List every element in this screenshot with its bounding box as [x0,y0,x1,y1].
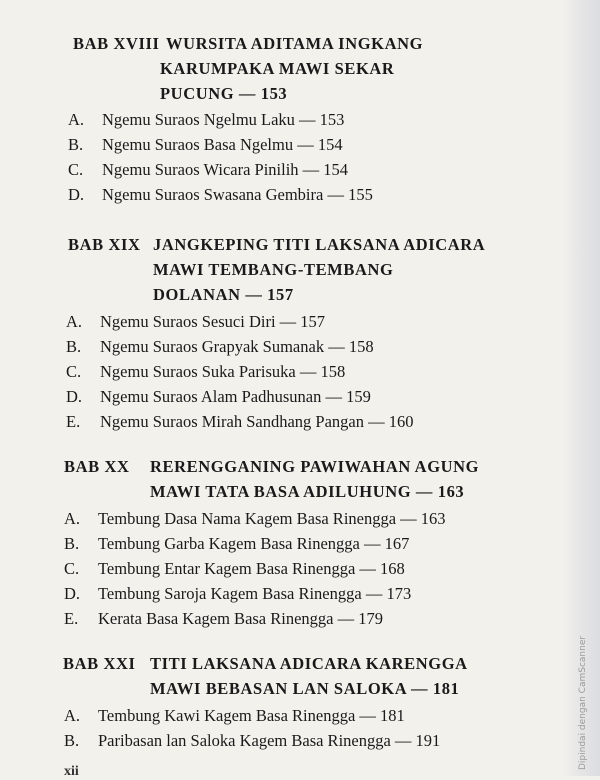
item-text: Ngemu Suraos Wicara Pinilih — 154 [102,160,349,179]
item-letter: C. [66,362,82,381]
chapter-number: BAB XXI [63,654,136,673]
chapter-title-line: DOLANAN — 157 [153,285,294,304]
item-letter: B. [66,337,82,356]
chapter-number: BAB XVIII [73,34,160,53]
item-text: Ngemu Suraos Ngelmu Laku — 153 [102,110,345,129]
item-letter: B. [64,731,80,750]
chapter-title-line: RERENGGANING PAWIWAHAN AGUNG [150,457,480,476]
chapter-title-line: WURSITA ADITAMA INGKANG [166,34,424,53]
chapter-title-line: TITI LAKSANA ADICARA KARENGGA [150,654,468,673]
scanner-watermark: Dipindai dengan CamScanner [578,635,588,770]
page-number: xii [64,764,79,779]
item-text: Tembung Garba Kagem Basa Rinengga — 167 [98,534,410,553]
item-letter: D. [64,584,81,603]
item-text: Ngemu Suraos Sesuci Diri — 157 [100,312,326,331]
chapter-title-line: KARUMPAKA MAWI SEKAR [160,59,395,78]
chapter-title-line: PUCUNG — 153 [160,84,288,103]
item-letter: A. [66,312,83,331]
item-text: Tembung Dasa Nama Kagem Basa Rinengga — 163 [98,509,446,528]
chapter-title-line: MAWI BEBASAN LAN SALOKA — 181 [150,679,460,698]
item-letter: E. [66,412,81,431]
item-text: Ngemu Suraos Suka Parisuka — 158 [100,362,346,381]
item-text: Paribasan lan Saloka Kagem Basa Rinengga — 191 [98,731,441,750]
item-letter: D. [68,185,85,204]
item-letter: B. [64,534,80,553]
item-text: Ngemu Suraos Alam Padhusunan — 159 [100,387,371,406]
item-letter: D. [66,387,83,406]
item-text: Kerata Basa Kagem Basa Rinengga — 179 [98,609,383,628]
item-text: Tembung Kawi Kagem Basa Rinengga — 181 [98,706,405,725]
item-text: Tembung Saroja Kagem Basa Rinengga — 173 [98,584,412,603]
chapter-number: BAB XIX [68,235,141,254]
chapter-title-line: JANGKEPING TITI LAKSANA ADICARA [153,235,486,254]
item-letter: C. [64,559,80,578]
item-letter: E. [64,609,79,628]
item-text: Tembung Entar Kagem Basa Rinengga — 168 [98,559,405,578]
item-text: Ngemu Suraos Swasana Gembira — 155 [102,185,373,204]
item-letter: B. [68,135,84,154]
item-letter: A. [64,706,81,725]
item-text: Ngemu Suraos Grapyak Sumanak — 158 [100,337,374,356]
chapter-number: BAB XX [64,457,130,476]
item-text: Ngemu Suraos Basa Ngelmu — 154 [102,135,343,154]
item-text: Ngemu Suraos Mirah Sandhang Pangan — 160 [100,412,414,431]
item-letter: A. [68,110,85,129]
chapter-title-line: MAWI TATA BASA ADILUHUNG — 163 [150,482,465,501]
chapter-title-line: MAWI TEMBANG-TEMBANG [153,260,394,279]
item-letter: C. [68,160,84,179]
item-letter: A. [64,509,81,528]
